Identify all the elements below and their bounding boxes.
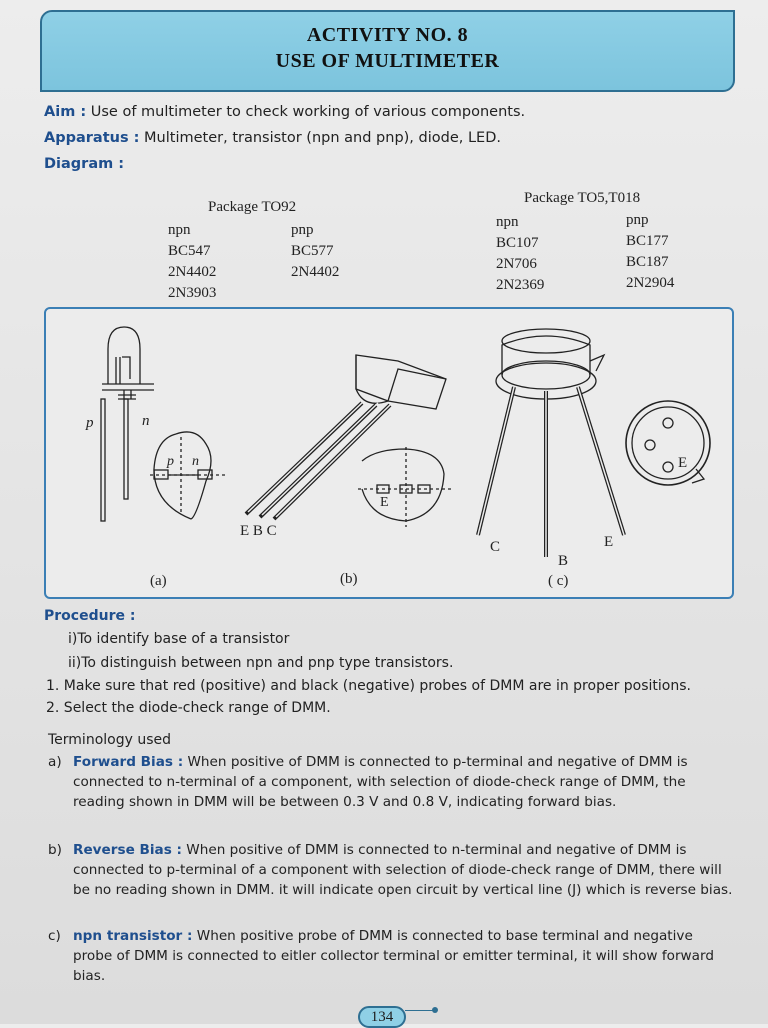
to5-npn-item: 2N2369 (496, 277, 545, 293)
to5-pnp-item: BC177 (626, 233, 669, 249)
to5-pnp-item: BC187 (626, 254, 669, 270)
term-b-letter: b) (48, 842, 62, 858)
procedure-item-ii: ii)To distinguish between npn and pnp type transistors. (68, 655, 454, 671)
figure-b-caption: (b) (340, 571, 358, 587)
led-section-p-label: p (167, 454, 174, 469)
led-section-n-label: n (192, 454, 199, 469)
aim-row (44, 104, 525, 120)
term-forward-bias-label: Forward Bias : (73, 754, 184, 770)
activity-title-banner (40, 10, 735, 92)
apparatus-text: Multimeter, transistor (npn and pnp), diode, LED. (144, 130, 501, 146)
to92-npn-item: 2N4402 (168, 264, 217, 280)
package-to5-title: Package TO5,T018 (524, 190, 641, 206)
component-diagram-svg (46, 309, 736, 601)
to5-npn-header: npn (496, 214, 519, 230)
to5-b-pin-label: B (558, 553, 569, 569)
term-a-letter: a) (48, 754, 62, 770)
term-reverse-bias-text: When positive of DMM is connected to n-terminal and negative of DMM is connected to p-terminal of a component with selection of diode-check range of DMM, there will be no reading shown in DMM. it will indicate open circuit by vertical line (J) which is reverse bias. (73, 842, 733, 898)
to92-npn-list (168, 220, 216, 304)
to92-pnp-item: BC577 (291, 243, 334, 259)
procedure-label-row (44, 608, 135, 624)
aim-text: Use of multimeter to check working of various components. (90, 104, 526, 120)
terminology-heading: Terminology used (48, 732, 172, 748)
page-number-dot (432, 1007, 438, 1013)
to5-pnp-item: 2N2904 (626, 275, 675, 291)
activity-title: USE OF MULTIMETER (275, 50, 500, 72)
procedure-item-i: i)To identify base of a transistor (68, 631, 290, 647)
term-forward-bias (48, 752, 738, 824)
term-reverse-bias (48, 840, 738, 920)
term-npn-transistor (48, 926, 738, 998)
to92-npn-item: BC547 (168, 243, 211, 259)
led-p-label: p (86, 415, 94, 431)
component-diagram (44, 307, 734, 599)
to92-npn-item: 2N3903 (168, 285, 217, 301)
to5-pnp-header: pnp (626, 212, 649, 228)
page-number-rule (405, 1010, 435, 1011)
to5-npn-list (496, 212, 544, 296)
to92-npn-header: npn (168, 222, 191, 238)
diagram-label-row (44, 156, 124, 172)
term-c-letter: c) (48, 928, 61, 944)
to5-e-pin-label: E (604, 534, 614, 550)
to5-section-e-label: E (678, 455, 688, 471)
apparatus-row (44, 130, 501, 146)
activity-number: ACTIVITY NO. 8 (306, 24, 469, 46)
to92-transistor-drawing (246, 355, 452, 527)
term-npn-transistor-label: npn transistor : (73, 928, 193, 944)
page-number: 134 (358, 1006, 406, 1028)
to92-pin-labels: E B C (240, 523, 277, 539)
term-forward-bias-text: When positive of DMM is connected to p-terminal and negative of DMM is connected to n-terminal of a component, with selection of diode-check range of DMM, the reading shown in DMM will be between 0.3 V and 0.8 V, indicating forward bias. (73, 754, 688, 810)
to5-npn-item: BC107 (496, 235, 539, 251)
to92-pnp-list (291, 220, 339, 283)
procedure-label: Procedure : (44, 608, 136, 624)
figure-a-caption: (a) (150, 573, 167, 589)
led-n-label: n (142, 413, 150, 429)
to5-c-pin-label: C (490, 539, 501, 555)
aim-label: Aim : (44, 104, 87, 120)
to92-pnp-header: pnp (291, 222, 314, 238)
diagram-label: Diagram : (44, 156, 125, 172)
to92-pnp-item: 2N4402 (291, 264, 340, 280)
to5-pnp-list (626, 210, 674, 294)
to92-section-e-label: E (380, 495, 389, 510)
to5-npn-item: 2N706 (496, 256, 537, 272)
procedure-step-2: 2. Select the diode-check range of DMM. (46, 700, 331, 716)
procedure-step-1: 1. Make sure that red (positive) and black (negative) probes of DMM are in proper positions. (46, 678, 691, 694)
package-to92-title: Package TO92 (208, 199, 297, 215)
term-npn-transistor-text: When positive probe of DMM is connected to base terminal and negative probe of DMM is connected to eitler collector terminal or emitter terminal, it will show forward bias. (73, 928, 714, 984)
to5-transistor-drawing (478, 329, 710, 557)
term-reverse-bias-label: Reverse Bias : (73, 842, 182, 858)
led-drawing (101, 327, 226, 521)
figure-c-caption: ( c) (548, 573, 569, 589)
apparatus-label: Apparatus : (44, 130, 140, 146)
